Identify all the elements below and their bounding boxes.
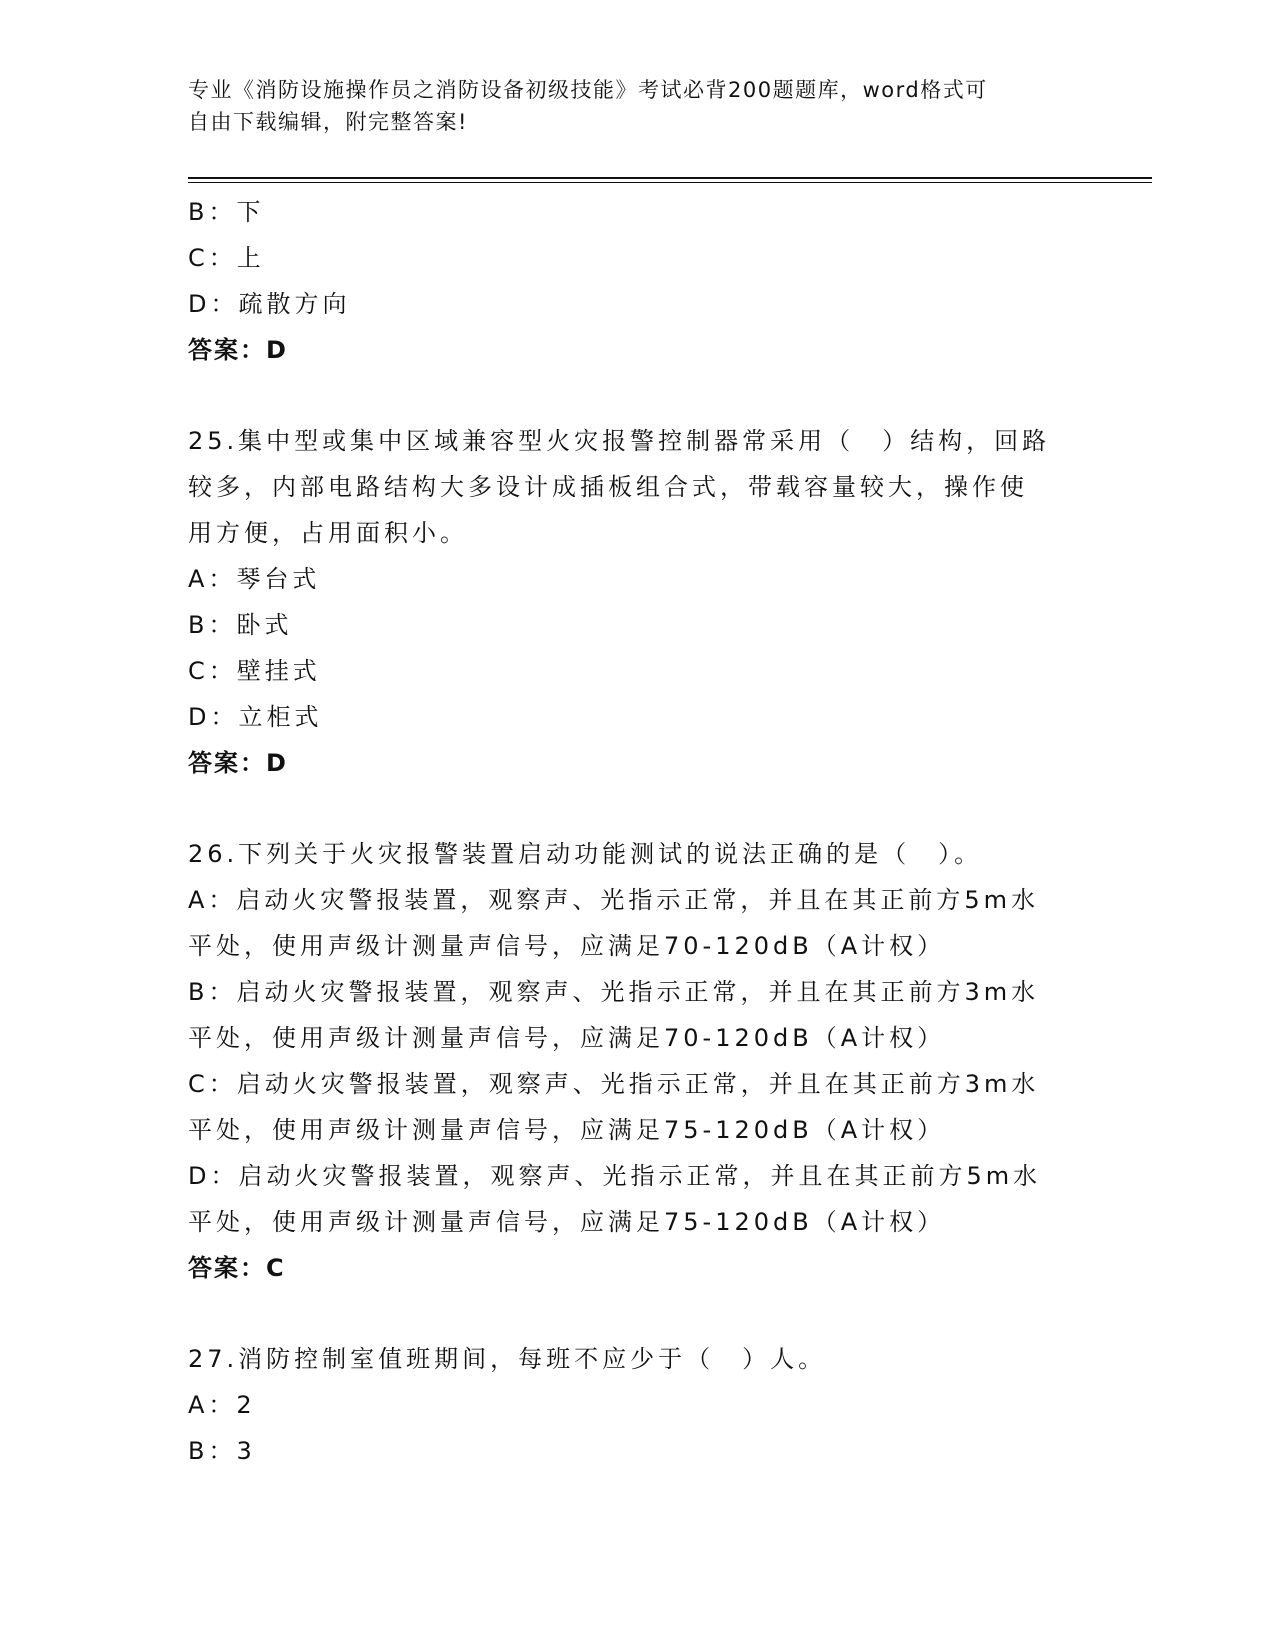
option-a	[188, 877, 1088, 969]
header-line-2: 自由下载编辑，附完整答案!	[188, 110, 468, 134]
question-stem-line: 较多，内部电路结构大多设计成插板组合式，带载容量较大，操作使	[188, 473, 1028, 501]
option-b: B：下	[188, 198, 265, 226]
question-27	[188, 1336, 1088, 1474]
answer: 答案：D	[188, 749, 288, 777]
option-a-line-2: 平处，使用声级计测量声信号，应满足70-120dB（A计权）	[188, 932, 946, 960]
option-b-line-1: B：启动火灾警报装置，观察声、光指示正常，并且在其正前方3m水	[188, 978, 1040, 1006]
question-24	[188, 189, 1088, 373]
option-d-line-2: 平处，使用声级计测量声信号，应满足75-120dB（A计权）	[188, 1208, 946, 1236]
spacer	[188, 373, 1088, 418]
option-d: D：立柜式	[188, 703, 323, 731]
option-c-line-2: 平处，使用声级计测量声信号，应满足75-120dB（A计权）	[188, 1116, 946, 1144]
question-25	[188, 418, 1088, 786]
option-a: A：琴台式	[188, 565, 321, 593]
option-a: A：2	[188, 1391, 256, 1419]
option-b	[188, 969, 1088, 1061]
header-divider-thick	[188, 177, 1152, 179]
spacer	[188, 786, 1088, 831]
option-c	[188, 1061, 1088, 1153]
spacer	[188, 1291, 1088, 1336]
question-stem: 27.消防控制室值班期间，每班不应少于（ ）人。	[188, 1345, 827, 1373]
header-divider-thin	[188, 182, 1152, 183]
option-b: B：卧式	[188, 611, 293, 639]
document-header	[188, 74, 1068, 138]
question-26	[188, 831, 1088, 1291]
option-d: D：疏散方向	[188, 290, 351, 318]
option-d-line-1: D：启动火灾警报装置，观察声、光指示正常，并且在其正前方5m水	[188, 1162, 1042, 1190]
answer: 答案：D	[188, 336, 288, 364]
question-stem-line: 25.集中型或集中区域兼容型火灾报警控制器常采用（ ）结构，回路	[188, 427, 1051, 455]
option-c: C：上	[188, 244, 265, 272]
question-stem-line: 用方便，占用面积小。	[188, 519, 468, 547]
option-d	[188, 1153, 1088, 1245]
option-b: B：3	[188, 1437, 256, 1465]
option-c-line-1: C：启动火灾警报装置，观察声、光指示正常，并且在其正前方3m水	[188, 1070, 1040, 1098]
question-list	[188, 189, 1088, 1474]
answer: 答案：C	[188, 1254, 286, 1282]
option-b-line-2: 平处，使用声级计测量声信号，应满足70-120dB（A计权）	[188, 1024, 946, 1052]
option-a-line-1: A：启动火灾警报装置，观察声、光指示正常，并且在其正前方5m水	[188, 886, 1040, 914]
question-stem: 26.下列关于火灾报警装置启动功能测试的说法正确的是（ ）。	[188, 840, 983, 868]
option-c: C：壁挂式	[188, 657, 321, 685]
header-line-1: 专业《消防设施操作员之消防设备初级技能》考试必背200题题库，word格式可	[188, 78, 988, 102]
